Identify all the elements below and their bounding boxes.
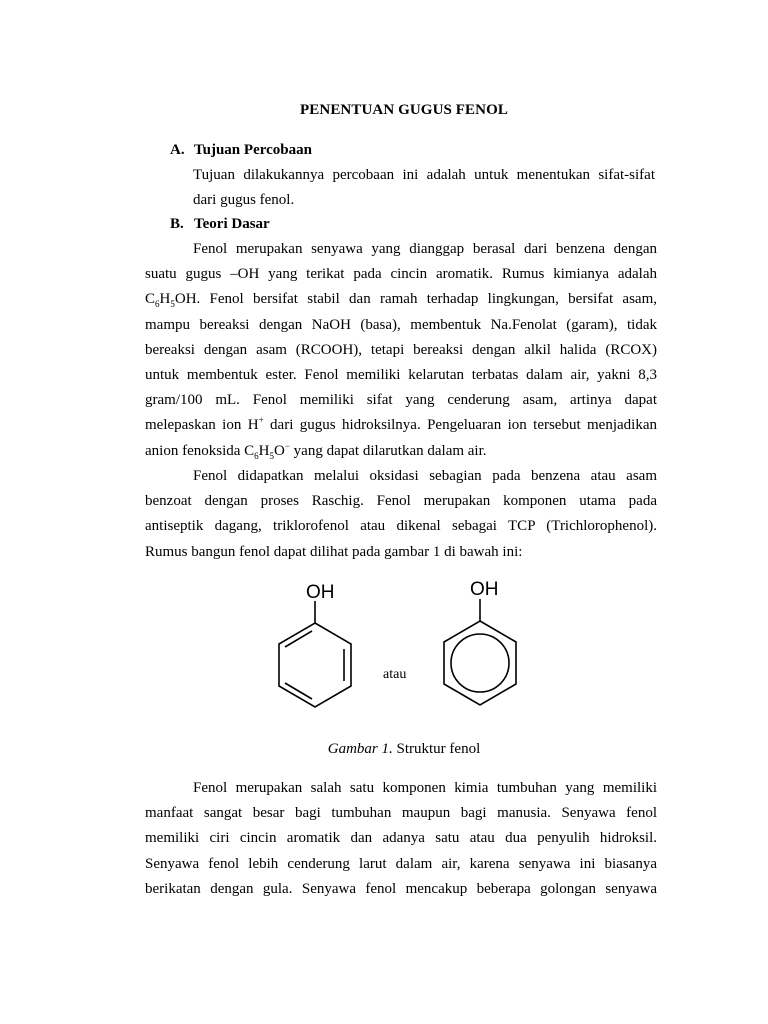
p1-line-3 [145, 287, 657, 312]
left-benzene-ring [279, 623, 351, 707]
p1-line-7: gram/100 mL. Fenol memiliki sifat yang cenderung asam, artinya dapat [145, 392, 657, 409]
p1-line-8-a: melepaskan ion H [145, 417, 259, 434]
p1-line-8-b: dari gugus hidroksilnya. Pengeluaran ion tersebut menjadikan [263, 417, 657, 434]
p1-line-5: bereaksi dengan asam (RCOOH), tetapi bereaksi dengan alkil halida (RCOX) [145, 341, 657, 358]
left-oh-label: OH [306, 582, 335, 603]
p1-line-9 [145, 439, 657, 464]
p1-h-plus: + [258, 415, 264, 426]
section-a-heading [170, 142, 312, 159]
aromatic-phenol-structure [444, 599, 516, 705]
p2-line-3: antiseptik dagang, triklorofenol atau dikenal sebagai TCP (Trichlorophenol). [145, 518, 657, 535]
p3-line-5: berikatan dengan gula. Senyawa fenol mencakup beberapa golongan senyawa [145, 880, 657, 897]
page-title: PENENTUAN GUGUS FENOL [300, 102, 508, 118]
atau-connector: atau [383, 667, 407, 682]
p3-line-2: manfaat sangat besar bagi tumbuhan maupun bagi manusia. Senyawa fenol [145, 805, 657, 822]
p1-line-9-h: H [258, 442, 270, 459]
p1-formula-sub-6: 6 [155, 299, 160, 310]
caption-text: Struktur fenol [392, 741, 481, 757]
p1-line-9-minus: − [284, 440, 290, 451]
p1-line-9-sub-5: 5 [269, 450, 274, 461]
p1-line-2: suatu gugus –OH yang terikat pada cincin aromatik. Rumus kimianya adalah [145, 266, 657, 283]
paragraph-3 [145, 776, 657, 902]
section-b-letter: B. [170, 216, 184, 232]
paragraph-2 [145, 464, 657, 565]
p1-line-4: mampu bereaksi dengan NaOH (basa), membentuk Na.Fenolat (garam), tidak [145, 316, 657, 333]
kekule-phenol-structure [279, 601, 351, 707]
p3-line-1: Fenol merupakan salah satu komponen kimia tumbuhan yang memiliki [193, 780, 657, 796]
section-b-heading [170, 216, 270, 233]
figure-caption [0, 741, 768, 758]
p1-line-6: untuk membentuk ester. Fenol memiliki kelarutan terbatas dalam air, yakni 8,3 [145, 366, 657, 383]
p3-line-4: Senyawa fenol lebih cenderung larut dalam air, karena senyawa ini biasanya [145, 855, 657, 872]
p1-line-9-d: yang dapat dilarutkan dalam air. [289, 442, 487, 459]
p1-line-9-o: O [274, 442, 285, 459]
section-a-letter: A. [170, 142, 185, 158]
p1-line-9-a: anion fenoksida C [145, 442, 255, 459]
p1-formula-c: C [145, 291, 156, 308]
p1-line-8 [145, 413, 657, 438]
p3-line-3: memiliki ciri cincin aromatik dan adanya satu atau dua penyulih hidroksil. [145, 830, 657, 847]
section-a-line-1: Tujuan dilakukannya percobaan ini adalah untuk menentukan sifat-sifat [193, 167, 655, 183]
phenol-structures [250, 572, 550, 732]
right-aromatic-circle [451, 634, 509, 692]
p1-formula-h: H [159, 291, 171, 308]
section-a-title: Tujuan Percobaan [194, 142, 312, 158]
section-b-title: Teori Dasar [194, 216, 270, 232]
section-a-body [193, 163, 655, 213]
p2-line-2: benzoat dengan proses Raschig. Fenol merupakan komponen utama pada [145, 493, 657, 510]
right-oh-label: OH [470, 579, 499, 600]
caption-label: Gambar 1. [327, 741, 393, 757]
phenol-figure [250, 572, 550, 732]
p2-line-1: Fenol didapatkan melalui oksidasi sebagian pada benzena atau asam [193, 468, 657, 484]
p1-line-3-text: OH. Fenol bersifat stabil dan ramah terhadap lingkungan, bersifat asam, [174, 291, 657, 308]
section-a-line-2: dari gugus fenol. [193, 192, 295, 209]
p1-line-1: Fenol merupakan senyawa yang dianggap berasal dari benzena dengan [193, 241, 657, 257]
p1-line-9-sub-6: 6 [254, 450, 259, 461]
p2-line-4: Rumus bangun fenol dapat dilihat pada gambar 1 di bawah ini: [145, 543, 523, 560]
p1-formula-sub-5: 5 [170, 299, 175, 310]
paragraph-1 [145, 237, 657, 464]
